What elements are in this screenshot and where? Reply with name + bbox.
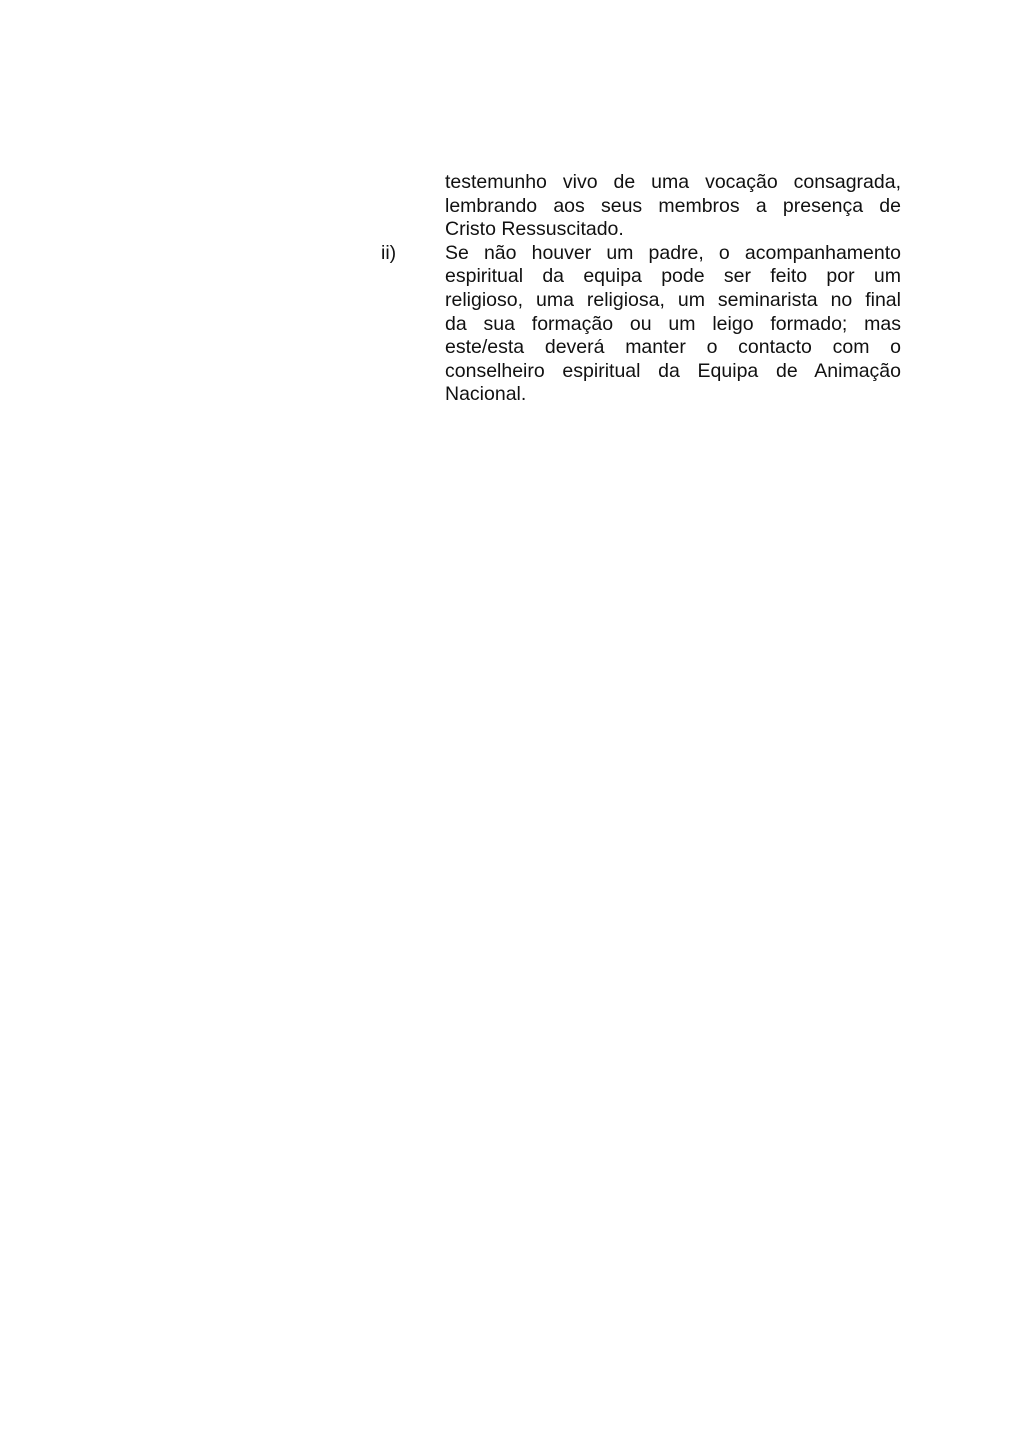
list-item-line: Nacional. [445, 383, 527, 406]
list-marker: ii) [381, 241, 397, 264]
list-item-line: este/esta deverá manter o contacto com o [445, 336, 901, 359]
continued-paragraph [445, 171, 901, 242]
paragraph-line: lembrando aos seus membros a presença de [445, 194, 901, 217]
list-item-ii [381, 241, 901, 407]
body-text-block [381, 171, 901, 407]
paragraph-line: Cristo Ressuscitado. [445, 218, 624, 241]
list-item-line: espiritual da equipa pode ser feito por um [445, 265, 901, 288]
list-item-line: da sua formação ou um leigo formado; mas [445, 312, 901, 335]
list-item-line: Se não houver um padre, o acompanhamento [445, 241, 901, 264]
paragraph-line: testemunho vivo de uma vocação consagrada, [445, 171, 901, 193]
list-item-line: conselheiro espiritual da Equipa de Animação [445, 359, 901, 382]
list-item-line: religioso, uma religiosa, um seminarista no final [445, 288, 901, 311]
